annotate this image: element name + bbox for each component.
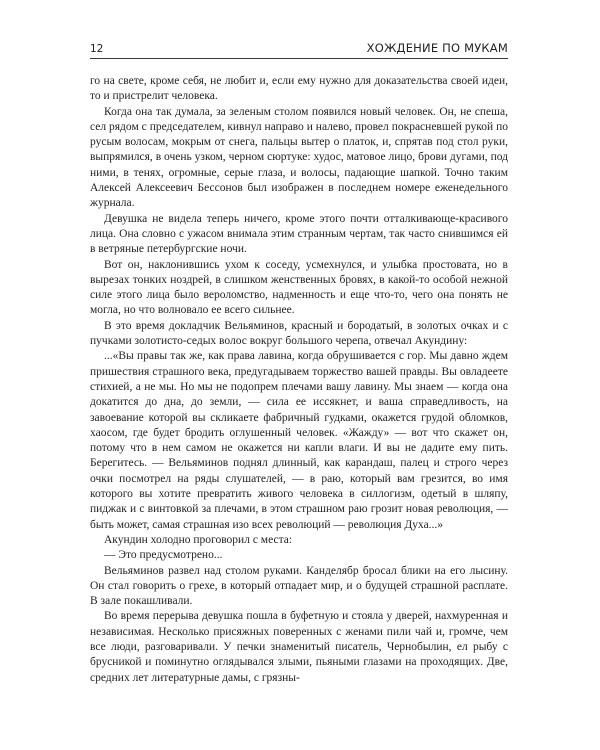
paragraph: Девушка не видела теперь ничего, кроме этого почти отталкивающе-красивого лица. Она словно с ужасом внимала этим странным чертам, так часто снившимся ей в ветряные петербургские ночи. xyxy=(90,212,508,256)
paragraph: Акундин холодно проговорил с места: xyxy=(104,533,293,546)
paragraph: В это время докладчик Вельяминов, красный и бородатый, в золотых очках и с пучками золотисто-седых волос вокруг большого черепа, отвечал Акундину: xyxy=(90,319,508,348)
page-number: 12 xyxy=(90,43,104,55)
paragraph: Во время перерыва девушка пошла в буфетную и стояла у дверей, нахмуренная и независимая. Несколько присяжных поверенных с женами пили чай и, громче, чем все люди, разговаривали. У печки знаменитый писатель, Чернобылин, ел рыбу с брусникой и поминутно оглядывался злыми, пьяными глазами на проходящих. Две, средних лет литературные дамы, с грязны- xyxy=(90,610,508,684)
paragraph: — Это предусмотрено... xyxy=(104,549,223,562)
paragraph: Когда она так думала, за зеленым столом появился новый человек. Он, не спеша, сел рядом с председателем, кивнул направо и налево, провел покрасневшей рукой по русым волосам, мокрым от снега, пальцы вытер о платок, и, спрятав под стол руки, выпрямился, в очень узком, черном сюртуке: худос, матовое лицо, брови дугами, под ними, в тенях, огромные, серые глаза, и волосы, падающие шапкой. Точно таким Алексей Алексеевич Бессонов был изображен в последнем номере еженедельного журнала. xyxy=(90,105,508,210)
paragraph: Вот он, наклонившись ухом к соседу, усмехнулся, и улыбка простовата, но в вырезах тонких ноздрей, в слишком женственных бровях, в какой-то особой нежной силе этого лица было вероломство, надменность и еще что-то, чего она понять не могла, но что волновало ее всего сильнее. xyxy=(90,258,508,317)
body-text xyxy=(90,74,508,686)
paragraph: го на свете, кроме себя, не любит и, если ему нужно для доказательства своей идеи, то и пристрелит человека. xyxy=(90,75,508,103)
book-title: ХОЖДЕНИЕ ПО МУКАМ xyxy=(366,41,508,55)
paragraph: ...«Вы правы так же, как права лавина, когда обрушивается с гор. Мы давно ждем пришествия страшного века, предугадываем торжество вашей правды. Вы овладеете стихией, а не мы. Но мы не подопрем плечами вашу лавину. Мы знаем — когда она докатится до дна, до земли, — сила ее иссякнет, и ваша справедливость, на завоевание которой вы скликаете фабричный гудками, окажется грудой обломков, хаосом, где будет бродить оглушенный человек. «Жажду» — вот что скажет он, потому что в нем самом не окажется ни капли влаги. И вы не дадите ему пить. Берегитесь. — Вельяминов поднял длинный, как карандаш, палец и строго через очки посмотрел на ряды слушателей, — в раю, который вам грезится, во имя которого вы хотите превратить живого человека в силлогизм, одетый в шляпу, пиджак и с винтовкой за плечами, в этом страшном раю грозит новая революция, — быть может, самая страшная изо всех революций — революция Духа...» xyxy=(90,350,508,531)
paragraph: Вельяминов развел над столом руками. Канделябр бросал блики на его лысину. Он стал говорить о грехе, в который отпадает мир, и о будущей страшной расплате. В зале покашливали. xyxy=(90,564,508,608)
running-head xyxy=(90,38,508,59)
